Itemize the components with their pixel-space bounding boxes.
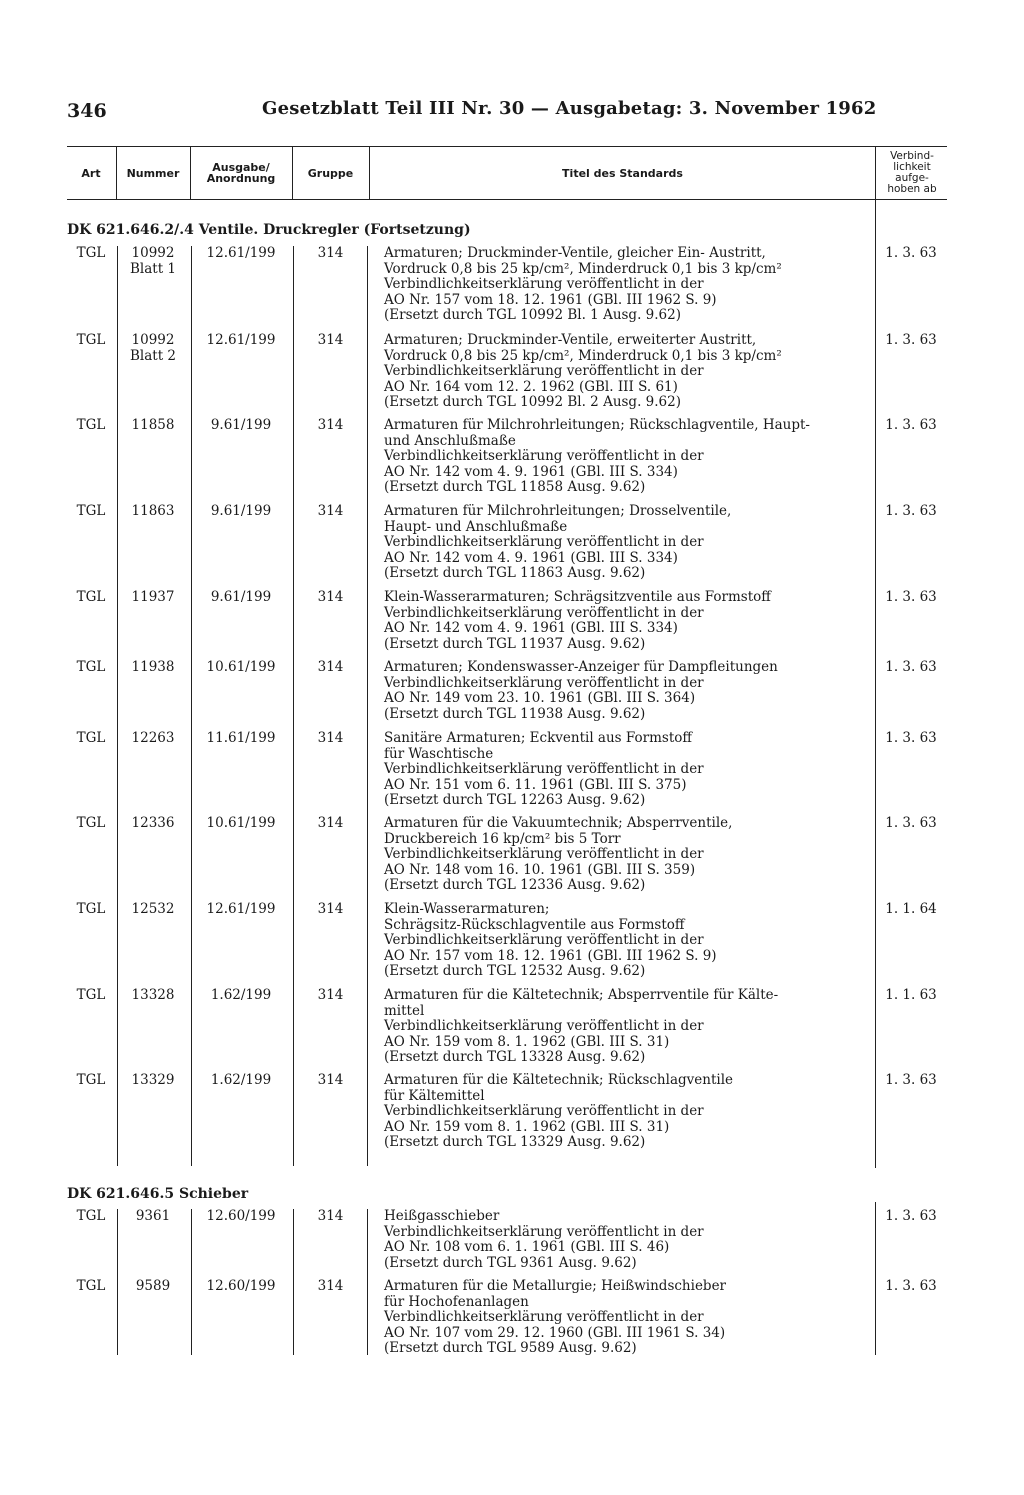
cell-titel-line: Armaturen für Milchrohrleitungen; Rückschlagventile, Haupt- <box>384 417 810 433</box>
cell-art: TGL <box>76 245 106 261</box>
cell-titel-line: Verbindlichkeitserklärung veröffentlicht in der <box>384 1309 704 1325</box>
cell-titel-line: AO Nr. 159 vom 8. 1. 1962 (GBl. III S. 31) <box>384 1033 670 1050</box>
cell-titel <box>384 246 874 324</box>
cell-nummer <box>117 418 189 434</box>
cell-titel-line: Verbindlichkeitserklärung veröffentlicht in der <box>384 448 704 464</box>
cell-ausgabe: 12.60/199 <box>206 1208 276 1224</box>
col-header-art: Art <box>81 166 101 180</box>
cell-titel-line: für Hochofenanlagen <box>384 1293 529 1310</box>
cell-aufgehoben-ab: 1. 3. 63 <box>885 417 937 433</box>
cell-titel-line: (Ersetzt durch TGL 11863 Ausg. 9.62) <box>384 565 646 581</box>
cell-titel-line: AO Nr. 164 vom 12. 2. 1962 (GBl. III S. 61) <box>384 378 678 395</box>
cell-art: TGL <box>76 332 106 348</box>
cell-titel-line: (Ersetzt durch TGL 10992 Bl. 2 Ausg. 9.62) <box>384 394 681 410</box>
cell-ausgabe: 10.61/199 <box>206 659 276 675</box>
cell-titel-line: Verbindlichkeitserklärung veröffentlicht in der <box>384 276 704 292</box>
cell-nummer <box>117 902 189 918</box>
cell-titel-line: Schrägsitz-Rückschlagventile aus Formstoff <box>384 916 685 933</box>
cell-gruppe: 314 <box>317 1278 344 1294</box>
col-header-verbindlich-line: hoben ab <box>887 183 937 195</box>
cell-aufgehoben-ab: 1. 3. 63 <box>885 815 937 831</box>
cell-titel-line: (Ersetzt durch TGL 12263 Ausg. 9.62) <box>384 792 646 808</box>
cell-titel-line: (Ersetzt durch TGL 11938 Ausg. 9.62) <box>384 705 646 722</box>
cell-nummer-line: 13328 <box>131 987 175 1003</box>
cell-titel-line: für Waschtische <box>384 745 494 762</box>
cell-titel-line: AO Nr. 157 vom 18. 12. 1961 (GBl. III 1962 S. 9) <box>384 291 717 308</box>
cell-titel-line: (Ersetzt durch TGL 13328 Ausg. 9.62) <box>384 1049 646 1065</box>
cell-gruppe: 314 <box>317 589 344 605</box>
cell-nummer-line: 13329 <box>131 1072 175 1088</box>
cell-art: TGL <box>76 815 106 831</box>
cell-titel-line: Haupt- und Anschlußmaße <box>384 518 568 535</box>
cell-titel-line: Vordruck 0,8 bis 25 kp/cm², Minderdruck 0,1 bis 3 kp/cm² <box>384 260 782 277</box>
cell-titel-line: Verbindlichkeitserklärung veröffentlicht in der <box>384 761 704 777</box>
table-header <box>67 146 947 200</box>
cell-aufgehoben-ab: 1. 3. 63 <box>885 1208 937 1224</box>
cell-titel-line: Verbindlichkeitserklärung veröffentlicht in der <box>384 932 704 948</box>
column-divider <box>293 246 294 1166</box>
cell-titel <box>384 590 874 652</box>
cell-art: TGL <box>76 589 106 605</box>
cell-titel-line: AO Nr. 108 vom 6. 1. 1961 (GBl. III S. 46) <box>384 1239 670 1255</box>
cell-nummer <box>117 1279 189 1295</box>
cell-titel-line: Armaturen für die Metallurgie; Heißwindschieber <box>384 1278 727 1294</box>
cell-nummer <box>117 1073 189 1089</box>
column-divider <box>116 147 117 199</box>
cell-titel <box>384 988 874 1066</box>
cell-titel-line: (Ersetzt durch TGL 11937 Ausg. 9.62) <box>384 635 646 652</box>
cell-gruppe: 314 <box>317 417 344 433</box>
cell-art: TGL <box>76 730 106 746</box>
cell-titel <box>384 731 874 809</box>
column-divider <box>191 246 192 1166</box>
cell-art: TGL <box>76 503 106 519</box>
cell-nummer <box>117 504 189 520</box>
cell-titel-line: (Ersetzt durch TGL 9589 Ausg. 9.62) <box>384 1340 637 1356</box>
cell-aufgehoben-ab: 1. 1. 64 <box>885 901 937 917</box>
cell-gruppe: 314 <box>317 503 344 519</box>
cell-titel-line: AO Nr. 157 vom 18. 12. 1961 (GBl. III 1962 S. 9) <box>384 947 717 964</box>
cell-titel-line: Armaturen für die Kältetechnik; Rückschlagventile <box>384 1072 733 1088</box>
cell-gruppe: 314 <box>317 730 344 746</box>
cell-aufgehoben-ab: 1. 3. 63 <box>885 659 937 675</box>
cell-nummer <box>117 816 189 832</box>
col-header-ausgabe-line: Anordnung <box>206 172 276 185</box>
cell-nummer <box>117 333 189 364</box>
cell-ausgabe: 10.61/199 <box>206 815 276 831</box>
cell-titel-line: Verbindlichkeitserklärung veröffentlicht in der <box>384 534 704 550</box>
col-header-titel: Titel des Standards <box>562 166 683 180</box>
cell-titel-line: Verbindlichkeitserklärung veröffentlicht in der <box>384 674 704 691</box>
cell-titel-line: Verbindlichkeitserklärung veröffentlicht in der <box>384 846 704 862</box>
cell-nummer-line: 12532 <box>131 901 175 917</box>
column-divider <box>367 246 368 1166</box>
section-title: DK 621.646.2/.4 Ventile. Druckregler (Fortsetzung) <box>67 222 471 238</box>
column-divider <box>369 147 370 199</box>
cell-art: TGL <box>76 1208 106 1224</box>
column-divider <box>117 246 118 1166</box>
cell-titel-line: Klein-Wasserarmaturen; <box>384 901 550 917</box>
cell-titel-line: Armaturen; Druckminder-Ventile, gleicher Ein- Austritt, <box>384 245 766 261</box>
cell-titel-line: (Ersetzt durch TGL 9361 Ausg. 9.62) <box>384 1254 637 1271</box>
col-header-verbindlich-line: lichkeit <box>893 161 931 173</box>
cell-titel-line: Klein-Wasserarmaturen; Schrägsitzventile aus Formstoff <box>384 589 771 605</box>
cell-titel-line: (Ersetzt durch TGL 12336 Ausg. 9.62) <box>384 877 646 893</box>
cell-titel-line: AO Nr. 142 vom 4. 9. 1961 (GBl. III S. 334) <box>384 463 678 480</box>
cell-gruppe: 314 <box>317 332 344 348</box>
cell-titel <box>384 1209 874 1271</box>
cell-titel-line: Armaturen für die Vakuumtechnik; Absperrventile, <box>384 815 733 831</box>
col-header-gruppe: Gruppe <box>307 166 354 180</box>
cell-titel-line: Verbindlichkeitserklärung veröffentlicht in der <box>384 1018 704 1034</box>
cell-nummer-line: 10992 <box>131 332 175 348</box>
cell-nummer-line: 12263 <box>131 730 175 746</box>
cell-aufgehoben-ab: 1. 3. 63 <box>885 589 937 605</box>
cell-titel-line: Armaturen; Kondenswasser-Anzeiger für Dampfleitungen <box>384 659 778 675</box>
cell-aufgehoben-ab: 1. 3. 63 <box>885 245 937 261</box>
cell-titel-line: und Anschlußmaße <box>384 432 516 449</box>
cell-ausgabe: 11.61/199 <box>206 730 276 746</box>
cell-art: TGL <box>76 659 106 675</box>
cell-titel <box>384 418 874 496</box>
cell-titel-line: Armaturen für die Kältetechnik; Absperrventile für Kälte- <box>384 987 779 1003</box>
col-header-verbindlich-line: aufge- <box>895 172 929 184</box>
column-divider <box>875 147 876 199</box>
column-divider <box>292 147 293 199</box>
cell-titel-line: Vordruck 0,8 bis 25 kp/cm², Minderdruck 0,1 bis 3 kp/cm² <box>384 347 782 364</box>
cell-gruppe: 314 <box>317 659 344 675</box>
col-header-ausgabe <box>191 147 291 199</box>
cell-nummer-line: 12336 <box>131 815 175 831</box>
cell-ausgabe: 1.62/199 <box>210 1072 272 1088</box>
cell-ausgabe: 12.61/199 <box>206 332 276 348</box>
cell-art: TGL <box>76 417 106 433</box>
cell-nummer <box>117 246 189 277</box>
cell-gruppe: 314 <box>317 901 344 917</box>
cell-gruppe: 314 <box>317 1072 344 1088</box>
cell-titel-line: AO Nr. 142 vom 4. 9. 1961 (GBl. III S. 334) <box>384 549 678 566</box>
cell-titel-line: (Ersetzt durch TGL 13329 Ausg. 9.62) <box>384 1134 646 1150</box>
page-number: 346 <box>67 100 107 122</box>
cell-ausgabe: 9.61/199 <box>210 589 272 605</box>
cell-nummer-line: Blatt 2 <box>129 347 177 364</box>
cell-nummer <box>117 590 189 606</box>
cell-titel-line: für Kältemittel <box>384 1087 485 1104</box>
cell-titel <box>384 333 874 411</box>
cell-titel-line: (Ersetzt durch TGL 11858 Ausg. 9.62) <box>384 479 646 495</box>
cell-titel-line: AO Nr. 107 vom 29. 12. 1960 (GBl. III 1961 S. 34) <box>384 1324 726 1341</box>
column-divider <box>190 147 191 199</box>
cell-nummer <box>117 731 189 747</box>
cell-nummer-line: 10992 <box>131 245 175 261</box>
cell-titel <box>384 902 874 980</box>
cell-art: TGL <box>76 1278 106 1294</box>
cell-ausgabe: 12.61/199 <box>206 245 276 261</box>
cell-nummer <box>117 660 189 676</box>
cell-aufgehoben-ab: 1. 3. 63 <box>885 332 937 348</box>
cell-titel-line: Verbindlichkeitserklärung veröffentlicht in der <box>384 1103 704 1119</box>
cell-gruppe: 314 <box>317 1208 344 1224</box>
cell-titel <box>384 1279 874 1357</box>
cell-aufgehoben-ab: 1. 3. 63 <box>885 1278 937 1294</box>
cell-titel-line: Verbindlichkeitserklärung veröffentlicht in der <box>384 604 704 621</box>
col-header-nummer: Nummer <box>126 166 180 180</box>
cell-ausgabe: 12.60/199 <box>206 1278 276 1294</box>
cell-aufgehoben-ab: 1. 1. 63 <box>885 987 937 1003</box>
cell-titel-line: Verbindlichkeitserklärung veröffentlicht in der <box>384 1223 704 1240</box>
col-header-verbindlich <box>877 147 947 199</box>
cell-titel <box>384 504 874 582</box>
cell-gruppe: 314 <box>317 987 344 1003</box>
cell-titel-line: Sanitäre Armaturen; Eckventil aus Formstoff <box>384 730 692 746</box>
cell-ausgabe: 12.61/199 <box>206 901 276 917</box>
cell-ausgabe: 9.61/199 <box>210 417 272 433</box>
cell-aufgehoben-ab: 1. 3. 63 <box>885 503 937 519</box>
cell-nummer-line: 9361 <box>135 1208 171 1224</box>
cell-gruppe: 314 <box>317 815 344 831</box>
cell-nummer-line: 11937 <box>131 589 175 605</box>
cell-titel-line: mittel <box>384 1002 425 1019</box>
cell-titel-line: (Ersetzt durch TGL 10992 Bl. 1 Ausg. 9.62) <box>384 307 681 323</box>
cell-ausgabe: 9.61/199 <box>210 503 272 519</box>
col-header-verbindlich-line: Verbind- <box>890 150 934 162</box>
cell-titel <box>384 816 874 894</box>
section-title: DK 621.646.5 Schieber <box>67 1186 249 1202</box>
cell-gruppe: 314 <box>317 245 344 261</box>
cell-titel-line: Armaturen; Druckminder-Ventile, erweiterter Austritt, <box>384 332 757 348</box>
cell-nummer-line: 11863 <box>131 503 175 519</box>
page-title: Gesetzblatt Teil III Nr. 30 — Ausgabetag: 3. November 1962 <box>262 98 877 119</box>
cell-titel <box>384 1073 874 1151</box>
cell-nummer-line: 11938 <box>131 659 175 675</box>
cell-titel-line: Druckbereich 16 kp/cm² bis 5 Torr <box>384 830 621 847</box>
cell-art: TGL <box>76 901 106 917</box>
cell-titel-line: Heißgasschieber <box>384 1208 500 1224</box>
cell-aufgehoben-ab: 1. 3. 63 <box>885 730 937 746</box>
cell-aufgehoben-ab: 1. 3. 63 <box>885 1072 937 1088</box>
cell-nummer <box>117 1209 189 1225</box>
cell-titel-line: Armaturen für Milchrohrleitungen; Drosselventile, <box>384 503 732 519</box>
cell-titel-line: AO Nr. 149 vom 23. 10. 1961 (GBl. III S. 364) <box>384 690 696 706</box>
cell-art: TGL <box>76 1072 106 1088</box>
cell-titel-line: AO Nr. 151 vom 6. 11. 1961 (GBl. III S. 375) <box>384 776 687 793</box>
cell-art: TGL <box>76 987 106 1003</box>
cell-titel <box>384 660 874 722</box>
cell-titel-line: (Ersetzt durch TGL 12532 Ausg. 9.62) <box>384 963 646 979</box>
cell-titel-line: AO Nr. 148 vom 16. 10. 1961 (GBl. III S. 359) <box>384 861 696 878</box>
cell-titel-line: Verbindlichkeitserklärung veröffentlicht in der <box>384 363 704 379</box>
cell-nummer-line: 11858 <box>131 417 175 433</box>
cell-nummer-line: Blatt 1 <box>129 260 177 277</box>
cell-nummer-line: 9589 <box>135 1278 171 1294</box>
col-header-ausgabe-line: Ausgabe/ <box>212 161 270 174</box>
cell-nummer <box>117 988 189 1004</box>
cell-ausgabe: 1.62/199 <box>210 987 272 1003</box>
cell-titel-line: AO Nr. 159 vom 8. 1. 1962 (GBl. III S. 31) <box>384 1118 670 1135</box>
cell-titel-line: AO Nr. 142 vom 4. 9. 1961 (GBl. III S. 334) <box>384 620 678 636</box>
